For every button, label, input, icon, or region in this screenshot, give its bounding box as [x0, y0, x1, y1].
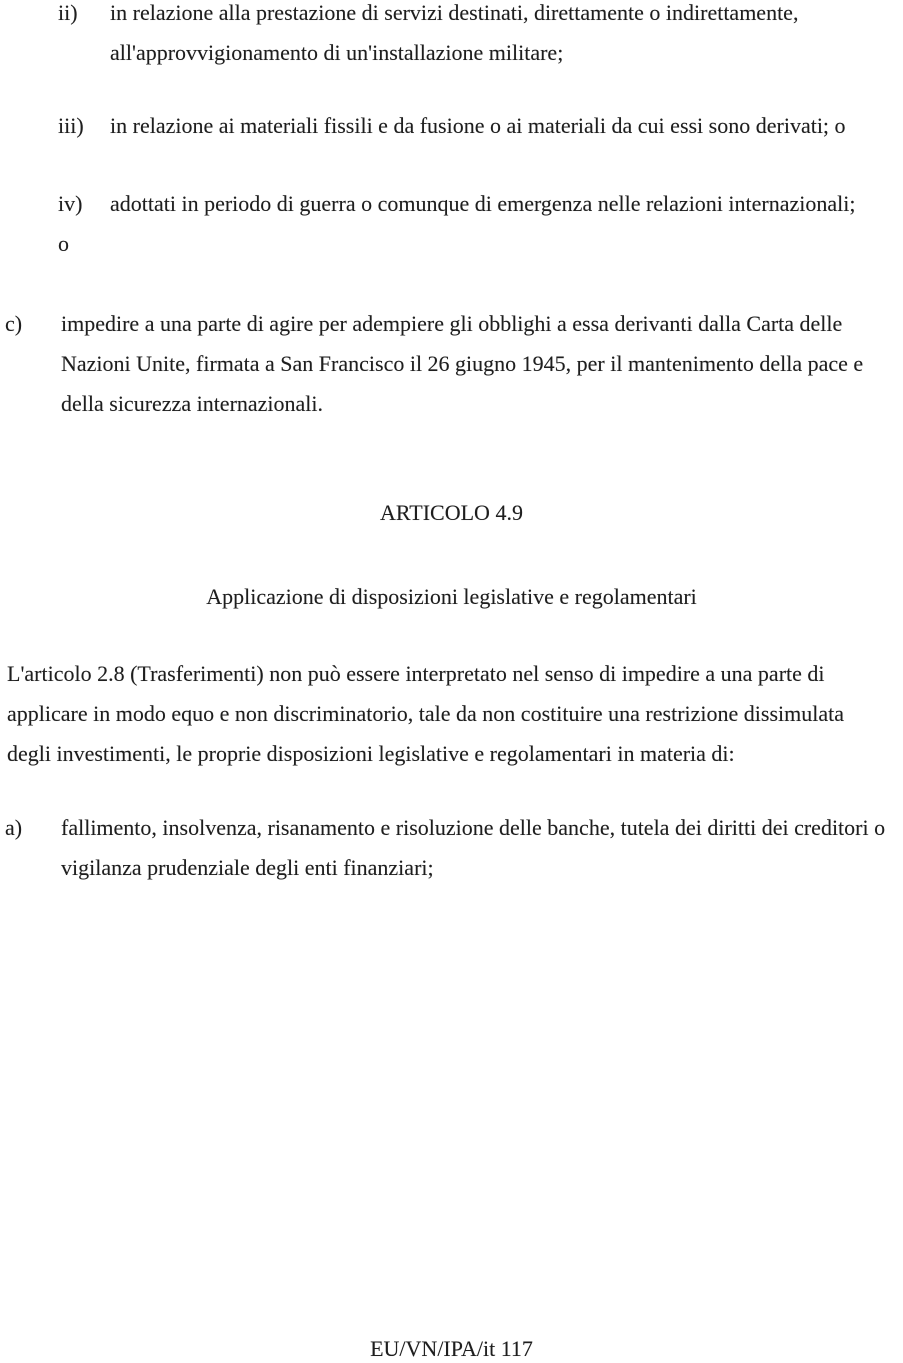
text-line: all'approvvigionamento di un'installazione militare; — [110, 40, 564, 65]
text-line: impedire a una parte di agire per adempiere gli obblighi a essa derivanti dalla Carta delle — [61, 311, 843, 336]
text-line: della sicurezza internazionali. — [61, 391, 324, 416]
list-marker-ii: ii) — [58, 0, 78, 25]
list-marker-iv: iv) — [58, 191, 83, 216]
list-item-iii — [0, 106, 903, 146]
text-line: Nazioni Unite, firmata a San Francisco il 26 giugno 1945, per il mantenimento della pace e — [61, 351, 864, 376]
text-line-continuation: o — [58, 231, 69, 256]
article-heading-text: ARTICOLO 4.9 — [380, 500, 523, 525]
text-line: adottati in periodo di guerra o comunque di emergenza nelle relazioni internazionali; — [110, 191, 856, 216]
page-footer — [0, 1329, 903, 1363]
text-line: applicare in modo equo e non discriminatorio, tale da non costituire una restrizione dissimulata — [7, 701, 844, 726]
list-marker-a: a) — [5, 815, 23, 840]
article-subheading — [0, 577, 903, 617]
list-item-c — [0, 304, 903, 424]
paragraph — [0, 654, 903, 774]
article-heading — [0, 493, 903, 533]
text-line: in relazione alla prestazione di servizi destinati, direttamente o indirettamente, — [110, 0, 799, 25]
article-subheading-text: Applicazione di disposizioni legislative e regolamentari — [206, 584, 697, 609]
list-marker-iii: iii) — [58, 113, 84, 138]
list-marker-c: c) — [5, 311, 23, 336]
text-line: vigilanza prudenziale degli enti finanziari; — [61, 855, 434, 880]
list-item-a — [0, 808, 903, 888]
text-line: degli investimenti, le proprie disposizioni legislative e regolamentari in materia di: — [7, 741, 735, 766]
list-item-iv — [0, 184, 903, 264]
text-line: L'articolo 2.8 (Trasferimenti) non può essere interpretato nel senso di impedire a una parte di — [7, 661, 825, 686]
list-item-ii — [0, 0, 903, 73]
text-line: fallimento, insolvenza, risanamento e risoluzione delle banche, tutela dei diritti dei creditori o — [61, 815, 886, 840]
page-footer-text: EU/VN/IPA/it 117 — [370, 1336, 533, 1361]
text-line: in relazione ai materiali fissili e da fusione o ai materiali da cui essi sono derivati; o — [110, 113, 846, 138]
